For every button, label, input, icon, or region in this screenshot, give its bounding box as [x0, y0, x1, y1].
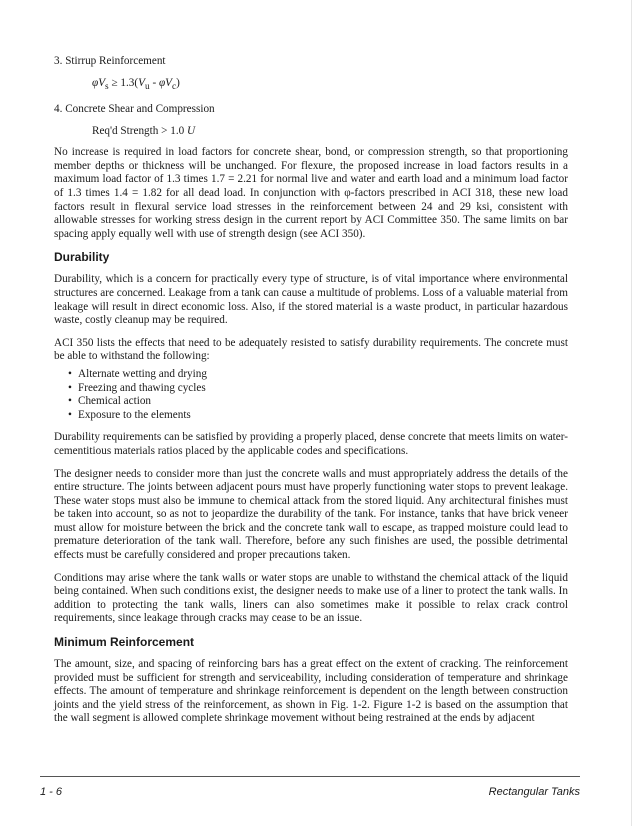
heading-durability: Durability [54, 250, 110, 265]
page-body [54, 54, 568, 726]
aci350-paragraph: ACI 350 lists the effects that need to be adequately resisted to satisfy durability requirements. The concrete must be able to withstand the following: [54, 336, 568, 363]
list-item [68, 409, 568, 423]
durability-requirements-paragraph: Durability requirements can be satisfied by providing a properly placed, dense concrete that meets limits on water-cementitious materials ratios placed by the applicable codes and specifications. [54, 431, 568, 457]
eq-mid: ≥ 1.3( [108, 77, 139, 89]
bullet-marker: • [68, 367, 72, 380]
heading-minimum-reinforcement: Minimum Reinforcement [54, 635, 195, 650]
eq-sub-s: s [105, 82, 109, 93]
load-factor-paragraph: No increase is required in load factors for concrete shear, bond, or compression strength, so that proportioning member depths or thickness will be unchanged. For flexure, the proposed increase in load factors results in a maximum load factor of 1.3 times 1.7 = 2.21 for normal live and water and earth load and a minimum load factor of 1.3 times 1.4 = 1.82 for all dead load. In conjunction with φ-factors prescribed in ACI 318, these new load factors result in flexural service load stresses in the reinforcement between 24 and 29 ksi, consistent with allowable stresses for working stress design in the current report by ACI Committee 350. The same limits on bar spacing apply equally well with use of strength design (see ACI 350). [54, 146, 568, 240]
bullet-marker: • [68, 408, 72, 421]
reinforcement-paragraph: The amount, size, and spacing of reinforcing bars has a great effect on the extent of cracking. The reinforcement provided must be sufficient for strength and serviceability, including consideration of temperature and shrinkage effects. The amount of temperature and shrinkage reinforcement is dependent on the length between construction joints and the yield stress of the reinforcement, as shown in Fig. 1-2. Figure 1-2 is based on the assumption that the wall segment is allowed complete shrinkage movement without being restrained at the ends by adjacent [54, 658, 568, 725]
eq-phi-vs: φV [92, 77, 106, 89]
durability-list [68, 368, 568, 422]
list-item [68, 382, 568, 396]
durability-paragraph: Durability, which is a concern for practically every type of structure, is of vital importance where environmental structures are concerned. Leakage from a tank can cause a multitude of problems. Loss of a valuable material from leakage will result in direct economic loss. Also, if the stored material is a waste product, in particular hazardous waste, costly cleanup may be required. [54, 273, 568, 327]
req-text: Req'd Strength > 1.0 [92, 125, 188, 138]
page-number: 1 - 6 [40, 786, 63, 798]
eq-minus: - [149, 77, 159, 89]
stirrup-equation [92, 76, 568, 94]
eq-close: ) [176, 77, 180, 89]
stirrup-item: 3. Stirrup Reinforcement [54, 55, 166, 67]
eq-sub-u: u [144, 82, 150, 93]
running-title: Rectangular Tanks [488, 786, 580, 798]
required-strength [92, 124, 568, 138]
shear-item: 4. Concrete Shear and Compression [54, 103, 215, 116]
list-item-text: Chemical action [78, 395, 152, 408]
list-item-text: Alternate wetting and drying [78, 367, 207, 380]
footer-rule [40, 776, 580, 777]
req-u: U [187, 125, 196, 138]
eq-vu: V [138, 77, 145, 89]
eq-sub-c: c [172, 82, 177, 93]
list-item [68, 395, 568, 409]
bullet-marker: • [68, 381, 72, 394]
bullet-marker: • [68, 395, 72, 408]
list-item [68, 368, 568, 382]
list-item-text: Exposure to the elements [78, 408, 191, 421]
page-edge-shadow [631, 0, 632, 826]
liner-paragraph: Conditions may arise where the tank walls or water stops are unable to withstand the chemical attack of the liquid being contained. When such conditions exist, the designer needs to make use of a liner to protect the tank walls. In addition to protecting the tank walls, liners can also sometimes make it possible to relax crack control requirements, since leakage through cracks may cease to be an issue. [54, 571, 568, 625]
designer-paragraph: The designer needs to consider more than just the concrete walls and must appropriately address the details of the entire structure. The joints between adjacent pours must have properly functioning water stops to prevent leakage. These water stops must also be immune to chemical attack from the stored liquid. Any architectural finishes must be taken into account, so as not to jeopardize the durability of the tank. For instance, tanks that have brick veneer must allow for moisture between the brick and the concrete tank wall to escape, as trapped moisture could lead to premature deterioration of the tank wall. Therefore, before any such finishes are used, the possible detrimental effects must be carefully considered and proper precautions taken. [54, 467, 568, 562]
eq-phi-vc: φV [158, 77, 172, 89]
list-item-text: Freezing and thawing cycles [78, 381, 206, 394]
